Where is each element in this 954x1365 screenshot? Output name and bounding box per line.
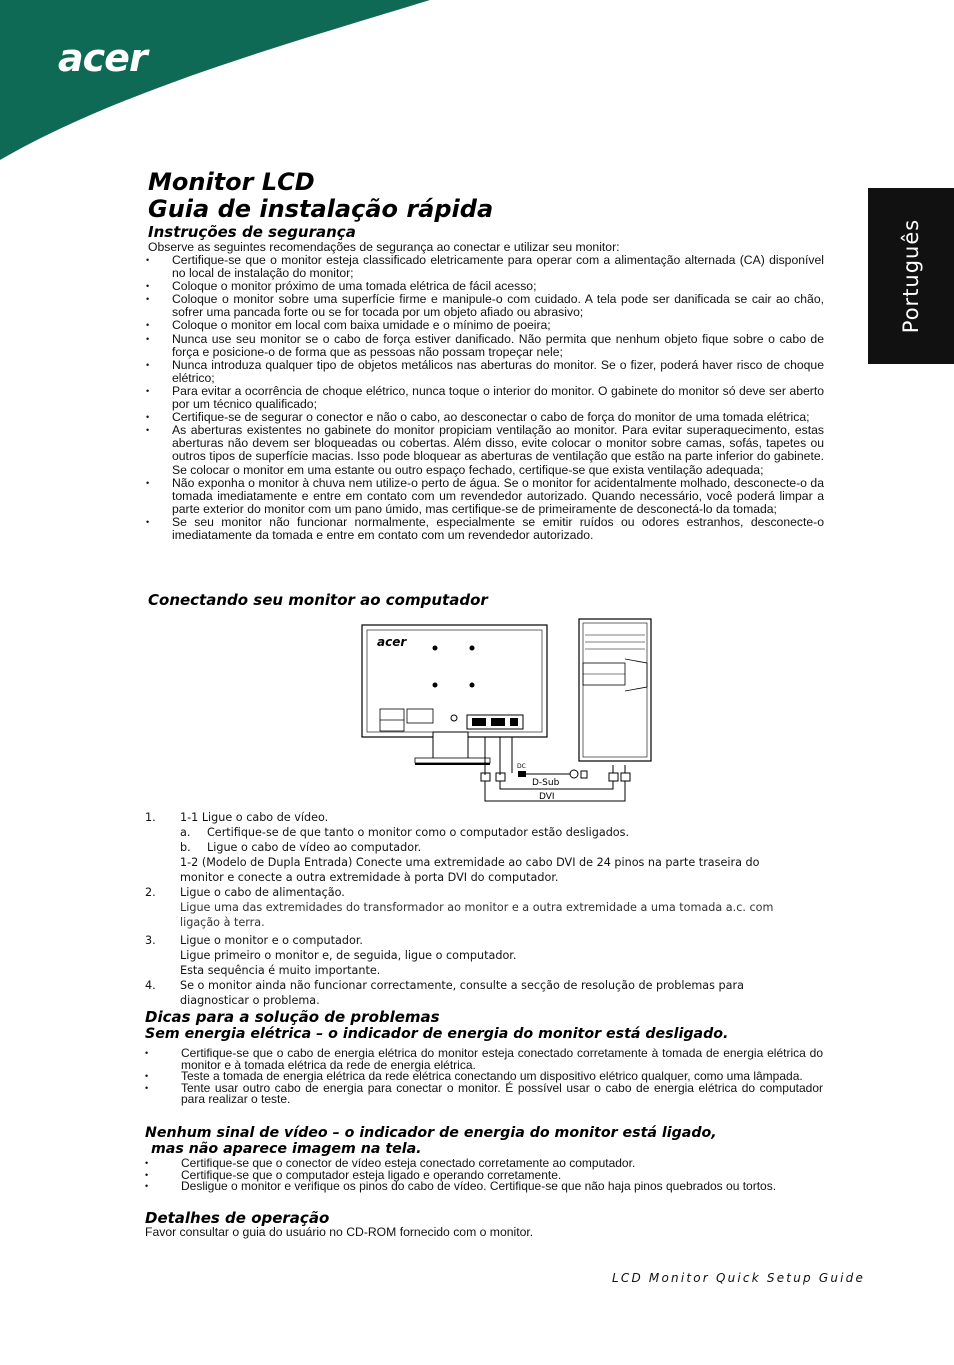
list-item: • Coloque o monitor próximo de uma tomada elétrica de fácil acesso; — [148, 280, 824, 293]
acer-logo: acer — [58, 36, 147, 80]
list-item: • Coloque o monitor sobre uma superfície firme e manipule-o com cuidado. A tela pode ser danificada se cair ao chão, sofrer uma pancada forte ou se for tocada por um objeto afiado ou abrasivo; — [148, 293, 824, 319]
no-video-list — [145, 1158, 823, 1193]
title-line2: Guia de instalação rápida — [148, 195, 494, 223]
no-video-heading-line1: Nenhum sinal de vídeo – o indicador de energia do monitor está ligado, — [145, 1125, 717, 1141]
list-item: • Coloque o monitor em local com baixa umidade e o mínimo de poeira; — [148, 319, 824, 332]
language-tab — [868, 188, 954, 364]
title-line1: Monitor LCD — [148, 168, 315, 196]
list-item: • Nunca introduza qualquer tipo de objetos metálicos nas aberturas do monitor. Se o fizer, poderá haver risco de choque elétrico; — [148, 359, 824, 385]
list-item: • Certifique-se que o conector de vídeo esteja conectado corretamente ao computador. — [145, 1158, 823, 1170]
no-power-list — [145, 1048, 823, 1106]
troubleshoot-heading: Dicas para a solução de problemas — [145, 1008, 440, 1026]
no-power-heading: Sem energia elétrica – o indicador de energia do monitor está desligado. — [145, 1026, 729, 1042]
connection-diagram — [355, 615, 665, 805]
list-item: • Certifique-se que o cabo de energia elétrica do monitor esteja conectado corretamente à tomada de energia elétrica do monitor e à tomada elétrica da rede de energia elétrica. — [145, 1048, 823, 1071]
diagram-monitor-logo: acer — [377, 635, 407, 649]
list-item: • Teste a tomada de energia elétrica da rede elétrica conectando um dispositivo elétrico qualquer, como uma lâmpada. — [145, 1071, 823, 1083]
footer-title: LCD Monitor Quick Setup Guide — [612, 1271, 866, 1285]
list-item: 2. Ligue o cabo de alimentação. Ligue uma das extremidades do transformador ao monitor e a outra extremidade a uma tomada a.c. com ligação à terra. — [145, 886, 774, 929]
list-item: • Para evitar a ocorrência de choque elétrico, nunca toque o interior do monitor. O gabinete do monitor só deve ser aberto por um técnico qualificado; — [148, 385, 824, 411]
diagram-dsub-label: D-Sub — [532, 778, 560, 788]
list-item: • Certifique-se que o computador esteja ligado e operando corretamente. — [145, 1170, 823, 1182]
list-item: 3. Ligue o monitor e o computador. Ligue primeiro o monitor e, de seguida, ligue o computador. Esta sequência é muito importante. — [145, 934, 517, 977]
list-item: • Nunca use seu monitor se o cabo de força estiver danificado. Não permita que nenhum objeto fique sobre o cabo de força e posicione-o de forma que as pessoas não possam tropeçar nele; — [148, 333, 824, 359]
safety-list — [148, 254, 824, 542]
diagram-dc-label: DC — [517, 763, 526, 770]
list-item: • Desligue o monitor e verifique os pinos do cabo de vídeo. Certifique-se que não haja pinos quebrados ou tortos. — [145, 1181, 823, 1193]
details-heading: Detalhes de operação — [145, 1209, 330, 1227]
list-item: 4. Se o monitor ainda não funcionar correctamente, consulte a secção de resolução de problemas para diagnosticar o problema. — [145, 979, 744, 1007]
list-item: • Certifique-se que o monitor esteja classificado eletricamente para operar com a alimentação alternada (CA) disponível no local de instalação do monitor; — [148, 254, 824, 280]
header-swoosh — [0, 0, 954, 170]
language-label: Português — [899, 218, 923, 334]
list-item: 1. 1-1 Ligue o cabo de vídeo. a. Certifique-se de que tanto o monitor como o computador estão desligados. b. Ligue o cabo de vídeo ao computador. 1-2 (Modelo de Dupla Entrada) Conecte uma extremidade ao cabo DVI de 24 pinos na parte traseira do monitor e conecte a outra extremidade à porta DVI do computador. — [145, 811, 760, 884]
list-item: • Tente usar outro cabo de energia para conectar o monitor. É possível usar o cabo de energia elétrica do computador para realizar o teste. — [145, 1083, 823, 1106]
connect-heading: Conectando seu monitor ao computador — [148, 591, 488, 609]
safety-heading: Instruções de segurança — [148, 223, 356, 241]
list-item: • Se seu monitor não funcionar normalmente, especialmente se emitir ruídos ou odores estranhos, desconecte-o imediatamente da tomada e entre em contato com um revendedor autorizado. — [148, 516, 824, 542]
setup-steps — [145, 810, 795, 1008]
no-video-heading-line2: mas não aparece imagem na tela. — [151, 1141, 422, 1157]
list-item: • Não exponha o monitor à chuva nem utilize-o perto de água. Se o monitor for acidentalmente molhado, desconecte-o da tomada imediatamente e entre em contato com um revendedor autorizado. Quando necessário, você poderá limpar a parte exterior do monitor com um pano úmido, mas certifique-se de primeiramente de desconectá-lo da tomada; — [148, 477, 824, 516]
diagram-dvi-label: DVI — [539, 792, 555, 802]
list-item: • As aberturas existentes no gabinete do monitor propiciam ventilação ao monitor. Para evitar superaquecimento, estas aberturas não devem ser bloqueadas ou cobertas. Além disso, evite colocar o monitor sobre camas, sofás, tapetes ou outros tipos de superfície macias. Isso pode bloquear as aberturas de ventilação que estão na parte inferior do gabinete. Se colocar o monitor em uma estante ou outro espaço fechado, certifique-se que exista ventilação adequada; — [148, 424, 824, 476]
safety-intro: Observe as seguintes recomendações de segurança ao conectar e utilizar seu monitor: — [148, 240, 620, 254]
details-text: Favor consultar o guia do usuário no CD-ROM fornecido com o monitor. — [145, 1225, 534, 1239]
list-item: • Certifique-se de segurar o conector e não o cabo, ao desconectar o cabo de força do monitor de uma tomada elétrica; — [148, 411, 824, 424]
